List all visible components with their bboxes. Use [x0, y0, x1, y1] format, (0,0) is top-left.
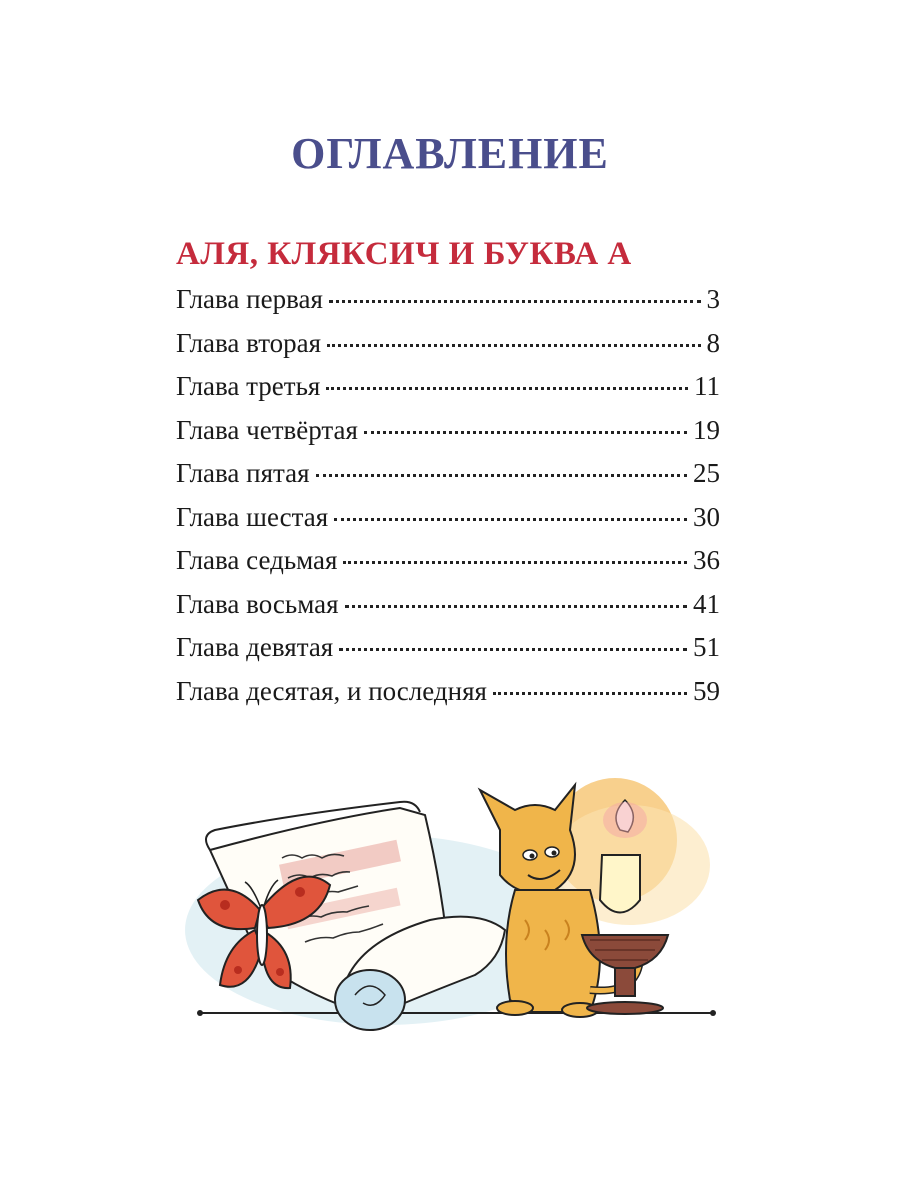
- dot-leader: [327, 344, 700, 347]
- toc-entry-page: 51: [693, 632, 720, 662]
- toc-entry-label: Глава десятая, и последняя: [176, 675, 487, 706]
- table-of-contents: [176, 284, 720, 719]
- toc-entry-page: 3: [706, 284, 720, 314]
- section-title: АЛЯ, КЛЯКСИЧ И БУКВА А: [176, 236, 632, 272]
- toc-entry[interactable]: [176, 676, 720, 720]
- toc-entry[interactable]: [176, 632, 720, 676]
- toc-entry-label: Глава седьмая: [176, 545, 338, 575]
- toc-entry-label: Глава пятая: [176, 458, 310, 488]
- toc-entry[interactable]: [176, 371, 720, 415]
- toc-entry[interactable]: [176, 545, 720, 589]
- toc-entry-label: Глава девятая: [176, 632, 334, 662]
- toc-entry-page: 19: [693, 414, 720, 445]
- dot-leader: [339, 648, 687, 651]
- toc-entry-label: Глава первая: [176, 284, 323, 314]
- dot-leader: [326, 387, 688, 390]
- toc-entry[interactable]: [176, 284, 720, 328]
- dot-leader: [364, 431, 687, 434]
- toc-entry[interactable]: [176, 502, 720, 546]
- toc-entry-label: Глава восьмая: [176, 588, 339, 619]
- dot-leader: [316, 474, 687, 477]
- dot-leader: [345, 605, 687, 608]
- dot-leader: [334, 518, 687, 521]
- toc-entry[interactable]: [176, 415, 720, 459]
- toc-entry-label: Глава вторая: [176, 327, 322, 358]
- illustration: [170, 760, 730, 1060]
- toc-entry-page: 36: [693, 545, 720, 575]
- dot-leader: [343, 561, 687, 564]
- toc-entry-page: 8: [706, 327, 720, 358]
- toc-entry-page: 59: [693, 675, 720, 706]
- toc-entry-page: 30: [693, 501, 720, 532]
- toc-entry-page: 41: [693, 588, 720, 619]
- toc-entry-label: Глава шестая: [176, 501, 329, 532]
- dot-leader: [493, 692, 687, 695]
- toc-entry[interactable]: [176, 589, 720, 633]
- toc-entry[interactable]: [176, 458, 720, 502]
- toc-entry-page: 11: [694, 371, 720, 401]
- page-title: ОГЛАВЛЕНИЕ: [291, 129, 609, 178]
- toc-entry-page: 25: [693, 458, 720, 488]
- toc-entry-label: Глава третья: [176, 371, 321, 401]
- toc-entry-label: Глава четвёртая: [176, 414, 358, 445]
- dot-leader: [329, 300, 701, 303]
- toc-entry[interactable]: [176, 328, 720, 372]
